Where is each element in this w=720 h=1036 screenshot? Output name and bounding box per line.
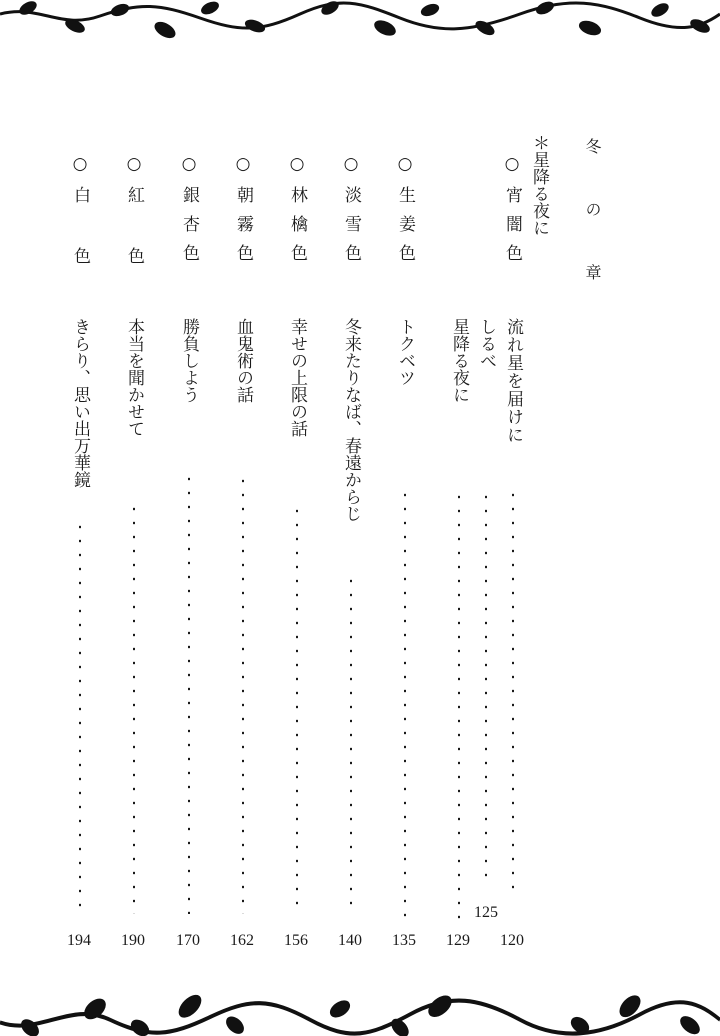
color-name: 林檎色 <box>287 186 307 273</box>
entry-title: 冬来たりなば、春遠からじ <box>341 318 361 522</box>
circle-bullet: ○ <box>502 154 522 174</box>
page-number: 125 <box>474 904 498 921</box>
color-name: 朝霧色 <box>233 186 253 273</box>
entry-title: きらり、思い出万華鏡 <box>70 318 90 488</box>
entry-title: 星降る夜に <box>449 318 469 403</box>
dot-leader <box>242 474 244 914</box>
page-number: 135 <box>392 932 416 949</box>
circle-bullet: ○ <box>287 154 307 174</box>
color-name: 宵闇色 <box>502 186 522 273</box>
color-name: 淡雪色 <box>341 186 361 273</box>
page-number: 129 <box>446 932 470 949</box>
circle-bullet: ○ <box>341 154 361 174</box>
chapter-title: 冬 の 章 <box>583 138 602 294</box>
circle-bullet: ○ <box>233 154 253 174</box>
page-number: 194 <box>67 932 91 949</box>
dot-leader <box>404 488 406 918</box>
entry-title: 流れ星を届けに <box>503 318 523 444</box>
dot-leader <box>296 504 298 914</box>
page-number: 120 <box>500 932 524 949</box>
page-number: 190 <box>121 932 145 949</box>
page-number: 140 <box>338 932 362 949</box>
dot-leader <box>458 490 460 920</box>
dot-leader <box>512 488 514 898</box>
color-name: 銀杏色 <box>179 186 199 273</box>
color-name: 生姜色 <box>395 186 415 273</box>
color-name: 紅色 <box>124 186 144 308</box>
dot-leader <box>350 574 352 914</box>
section-label: ＊星降る夜に <box>529 134 549 236</box>
vine-border-top <box>0 0 720 46</box>
page-number: 170 <box>176 932 200 949</box>
circle-bullet: ○ <box>179 154 199 174</box>
entry-title: 幸せの上限の話 <box>287 318 307 437</box>
circle-bullet: ○ <box>70 154 90 174</box>
page-number: 156 <box>284 932 308 949</box>
entry-title: しるべ <box>476 318 496 369</box>
dot-leader <box>79 520 81 914</box>
entry-title: 勝負しよう <box>179 318 199 403</box>
dot-leader <box>188 472 190 914</box>
dot-leader <box>133 502 135 914</box>
vine-border-bottom <box>0 990 720 1036</box>
color-name: 白色 <box>70 186 90 308</box>
entry-title: トクベツ <box>395 318 415 386</box>
circle-bullet: ○ <box>395 154 415 174</box>
page-number: 162 <box>230 932 254 949</box>
circle-bullet: ○ <box>124 154 144 174</box>
entry-title: 血鬼術の話 <box>233 318 253 403</box>
entry-title: 本当を聞かせて <box>124 318 144 437</box>
dot-leader <box>485 490 487 880</box>
